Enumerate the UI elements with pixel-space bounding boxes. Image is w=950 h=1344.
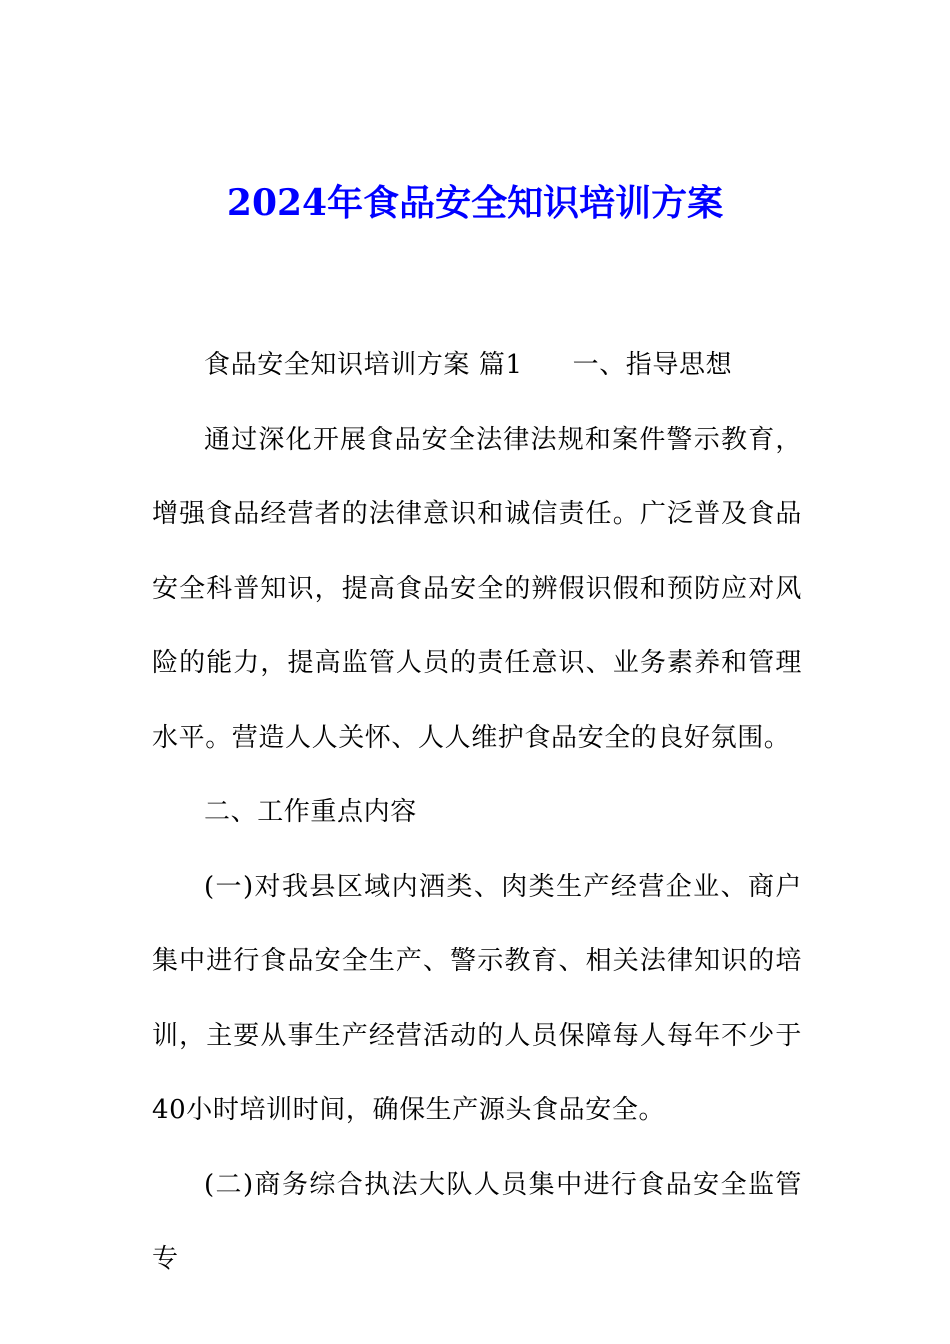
heading-left-text: 食品安全知识培训方案 篇1	[204, 350, 523, 380]
paragraph-item-one: (一)对我县区域内酒类、肉类生产经营企业、商户集中进行食品安全生产、警示教育、相关法律知识的培训，主要从事生产经营活动的人员保障每人每年不少于40小时培训时间，确保生产源头食品安全。	[152, 871, 802, 1125]
document-body	[152, 328, 802, 1297]
paragraph-section-two-heading: 二、工作重点内容	[204, 797, 417, 827]
document-title: 2024年食品安全知识培训方案	[226, 182, 724, 224]
paragraph-item-two: (二)商务综合执法大队人员集中进行食品安全监管专	[152, 1169, 802, 1274]
section-heading-line	[152, 328, 802, 403]
paragraph-guiding-ideology: 通过深化开展食品安全法律法规和案件警示教育，增强食品经营者的法律意识和诚信责任。广泛普及食品安全科普知识，提高食品安全的辨假识假和预防应对风险的能力，提高监管人员的责任意识、业务素养和管理水平。营造人人关怀、人人维护食品安全的良好氛围。	[152, 424, 802, 753]
heading-right-text: 一、指导思想	[572, 350, 733, 380]
